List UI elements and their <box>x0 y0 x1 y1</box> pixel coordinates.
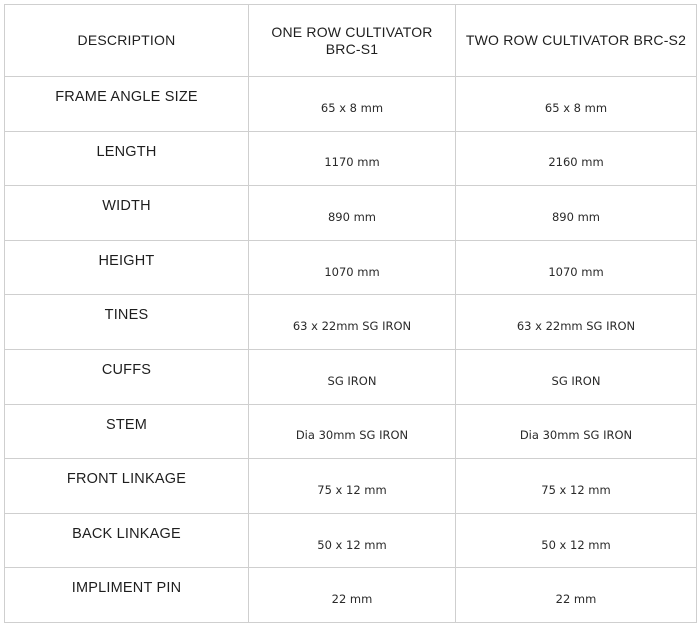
row-label: STEM <box>5 404 249 459</box>
row-label: FRONT LINKAGE <box>5 459 249 514</box>
row-label: CUFFS <box>5 349 249 404</box>
table-row <box>5 568 697 623</box>
row-label: IMPLIMENT PIN <box>5 568 249 623</box>
cell-one-row-value: 50 x 12 mm <box>249 513 456 568</box>
cell-two-row-value: Dia 30mm SG IRON <box>456 404 697 459</box>
table-row <box>5 131 697 186</box>
header-one-row-cultivator: ONE ROW CULTIVATOR BRC-S1 <box>249 5 456 77</box>
cell-two-row-value: 75 x 12 mm <box>456 459 697 514</box>
cell-one-row-value: 1070 mm <box>249 240 456 295</box>
table-row <box>5 404 697 459</box>
header-two-row-cultivator: TWO ROW CULTIVATOR BRC-S2 <box>456 5 697 77</box>
cell-one-row-value: Dia 30mm SG IRON <box>249 404 456 459</box>
cell-one-row-value: 1170 mm <box>249 131 456 186</box>
row-label: FRAME ANGLE SIZE <box>5 77 249 132</box>
cell-two-row-value: 50 x 12 mm <box>456 513 697 568</box>
row-label: BACK LINKAGE <box>5 513 249 568</box>
row-label: HEIGHT <box>5 240 249 295</box>
row-label: WIDTH <box>5 186 249 241</box>
cell-one-row-value: 75 x 12 mm <box>249 459 456 514</box>
cell-two-row-value: 22 mm <box>456 568 697 623</box>
cell-two-row-value: 65 x 8 mm <box>456 77 697 132</box>
cell-one-row-value: 22 mm <box>249 568 456 623</box>
specification-table <box>4 4 697 623</box>
table-row <box>5 513 697 568</box>
row-label: LENGTH <box>5 131 249 186</box>
cell-one-row-value: 63 x 22mm SG IRON <box>249 295 456 350</box>
table-header-row <box>5 5 697 77</box>
cell-two-row-value: 1070 mm <box>456 240 697 295</box>
table-row <box>5 349 697 404</box>
cell-two-row-value: SG IRON <box>456 349 697 404</box>
cell-two-row-value: 890 mm <box>456 186 697 241</box>
header-description: DESCRIPTION <box>5 5 249 77</box>
cell-one-row-value: SG IRON <box>249 349 456 404</box>
cell-one-row-value: 890 mm <box>249 186 456 241</box>
table-row <box>5 459 697 514</box>
cell-one-row-value: 65 x 8 mm <box>249 77 456 132</box>
cell-two-row-value: 63 x 22mm SG IRON <box>456 295 697 350</box>
table-row <box>5 295 697 350</box>
table-row <box>5 77 697 132</box>
table-row <box>5 240 697 295</box>
row-label: TINES <box>5 295 249 350</box>
table-row <box>5 186 697 241</box>
cell-two-row-value: 2160 mm <box>456 131 697 186</box>
